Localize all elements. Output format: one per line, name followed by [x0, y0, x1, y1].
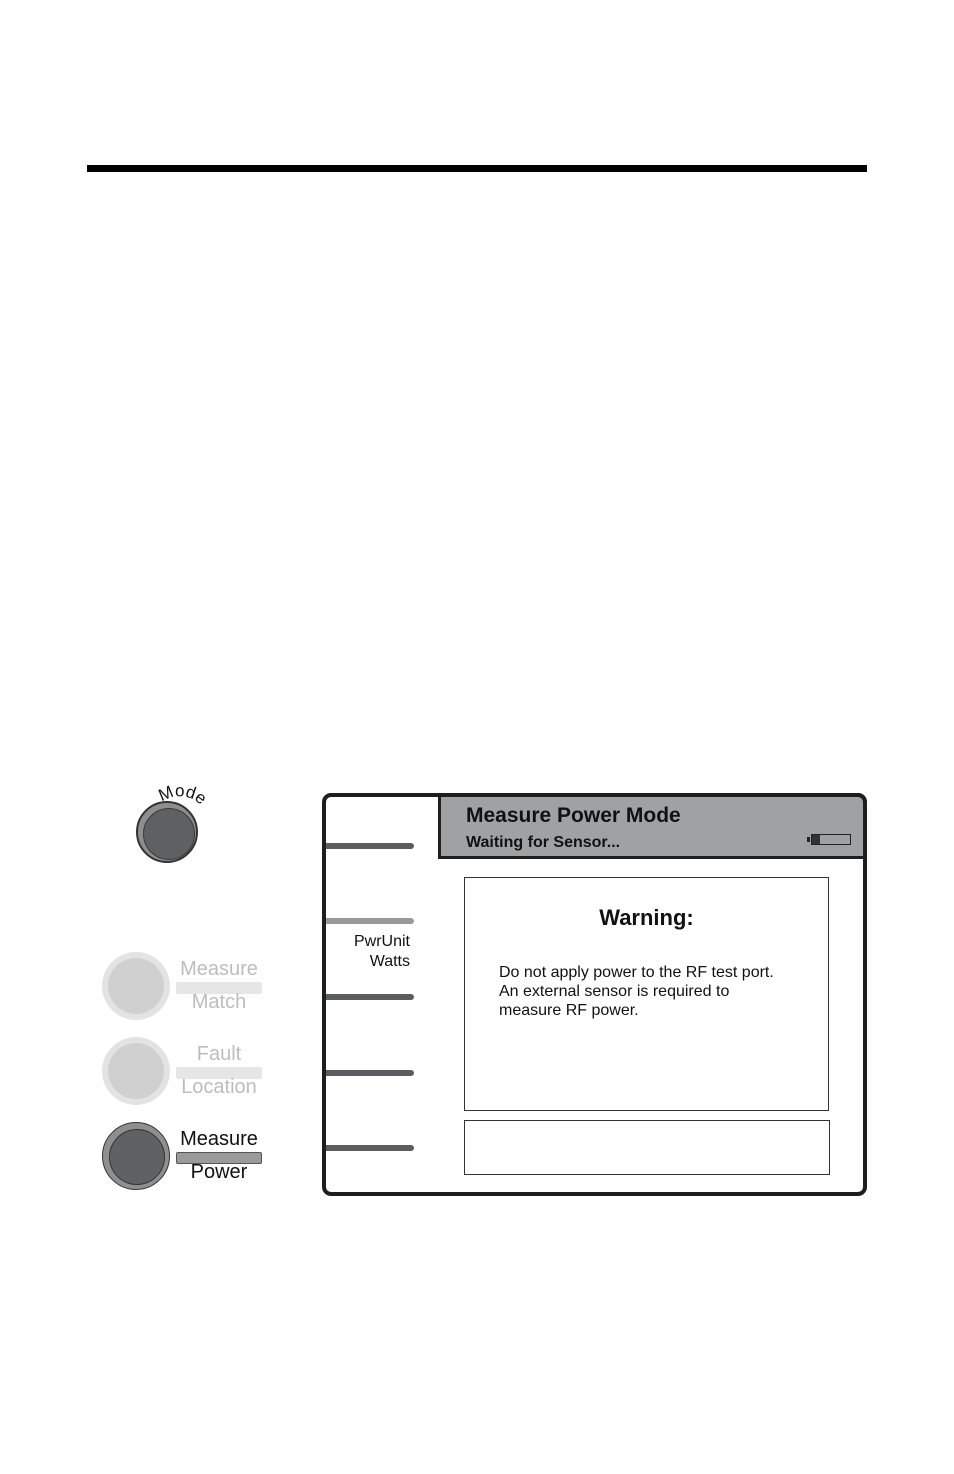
- device-screen: [322, 793, 867, 1196]
- measure-power-label-bottom: Power: [190, 1161, 248, 1183]
- screen-status: Waiting for Sensor...: [466, 834, 621, 851]
- warning-line-2: An external sensor is required to: [499, 983, 730, 1000]
- mode-knob-label-text: Mode: [155, 781, 211, 809]
- battery-icon: [811, 834, 851, 845]
- warning-line-3: measure RF power.: [499, 1002, 639, 1019]
- softkey-2[interactable]: [326, 918, 414, 924]
- measure-match-button[interactable]: [102, 952, 272, 1022]
- screen-title-bar: [438, 793, 867, 859]
- top-rule: [87, 165, 867, 172]
- warning-line-1: Do not apply power to the RF test port.: [499, 964, 774, 981]
- measure-power-button[interactable]: [102, 1122, 272, 1192]
- warning-dialog: [464, 877, 829, 1111]
- measure-power-label-top: Measure: [180, 1128, 258, 1150]
- softkey-3[interactable]: [326, 994, 414, 1000]
- svg-text:Mode: [156, 781, 211, 808]
- warning-title: Warning:: [599, 905, 694, 930]
- measure-match-label-bottom: Match: [191, 991, 247, 1013]
- screen-title: Measure Power Mode: [466, 804, 681, 827]
- fault-location-label-top: Fault: [196, 1043, 242, 1065]
- fault-location-button[interactable]: [102, 1037, 272, 1107]
- measure-match-label-top: Measure: [180, 958, 258, 980]
- mode-knob-label: [154, 780, 224, 820]
- battery-level-fill: [812, 835, 820, 844]
- measure-power-button-circle[interactable]: [102, 1122, 170, 1190]
- fault-location-button-circle[interactable]: [102, 1037, 170, 1105]
- softkey-5[interactable]: [326, 1145, 414, 1151]
- softkey-4[interactable]: [326, 1070, 414, 1076]
- message-box: [464, 1120, 830, 1175]
- measure-match-button-circle[interactable]: [102, 952, 170, 1020]
- fault-location-label-bottom: Location: [181, 1076, 257, 1098]
- softkey-1[interactable]: [326, 843, 414, 849]
- softkey-2-label-line1: PwrUnit: [353, 933, 410, 950]
- softkey-2-label-line2: Watts: [369, 953, 410, 970]
